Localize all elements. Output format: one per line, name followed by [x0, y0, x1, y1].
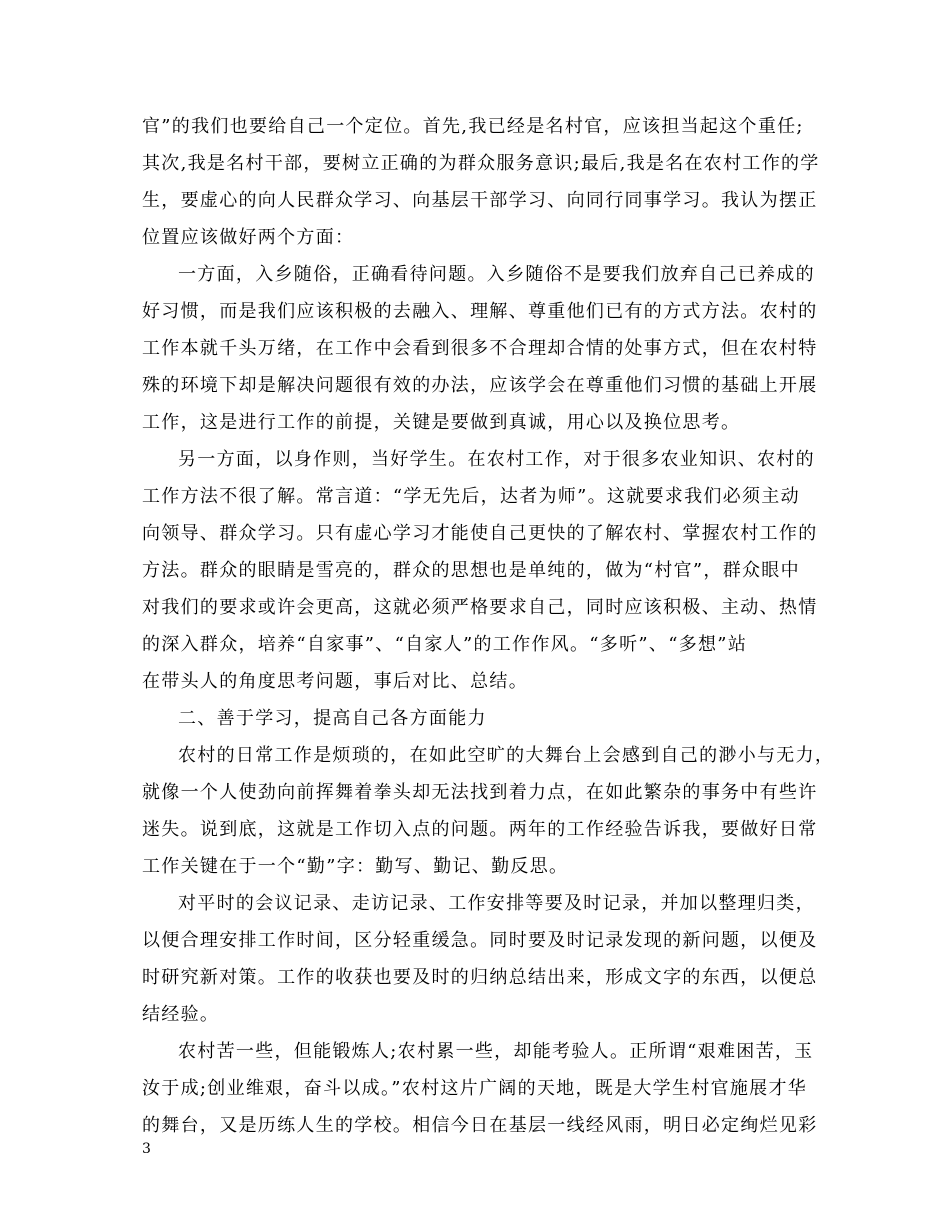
text-line: 对我们的要求或许会更高，这就必须严格要求自己，同时应该积极、主动、热情	[142, 597, 818, 618]
text-line: 在带头人的角度思考问题，事后对比、总结。	[142, 671, 528, 692]
text-line: 官”的我们也要给自己一个定位。首先,我已经是名村官，应该担当起这个重任;	[142, 116, 804, 137]
text-line: 的深入群众，培养“自家事”、“自家人”的工作作风。“多听”、“多想”站	[142, 634, 748, 655]
text-line: 的舞台，又是历练人生的学校。相信今日在基层一线经风雨，明日必定绚烂见彩	[142, 1115, 818, 1136]
text-line: 就像一个人使劲向前挥舞着拳头却无法找到着力点，在如此繁杂的事务中有些许	[142, 782, 818, 803]
page-number: 3	[142, 1141, 151, 1157]
paragraph-first-line: 对平时的会议记录、走访记录、工作安排等要及时记录，并加以整理归类，	[178, 893, 815, 914]
text-line: 汝于成;创业维艰，奋斗以成。”农村这片广阔的天地，既是大学生村官施展才华	[142, 1078, 808, 1099]
text-line: 工作关键在于一个“勤”字：勤写、勤记、勤反思。	[142, 856, 569, 877]
text-line: 向领导、群众学习。只有虚心学习才能使自己更快的了解农村、掌握农村工作的	[142, 523, 818, 544]
paragraph-first-line: 另一方面，以身作则，当好学生。在农村工作，对于很多农业知识、农村的	[178, 449, 815, 470]
text-line: 结经验。	[142, 1004, 220, 1025]
paragraph-first-line: 农村苦一些，但能锻炼人;农村累一些，却能考验人。正所谓“艰难困苦，玉	[178, 1041, 814, 1062]
section-heading: 二、善于学习，提高自己各方面能力	[178, 708, 487, 729]
text-line: 以便合理安排工作时间，区分轻重缓急。同时要及时记录发现的新问题，以便及	[142, 930, 818, 951]
text-line: 好习惯，而是我们应该积极的去融入、理解、尊重他们已有的方式方法。农村的	[142, 301, 818, 322]
text-line: 殊的环境下却是解决问题很有效的办法，应该学会在尊重他们习惯的基础上开展	[142, 375, 818, 396]
text-line: 工作本就千头万绪，在工作中会看到很多不合理却合情的处事方式，但在农村特	[142, 338, 818, 359]
text-line: 迷失。说到底，这就是工作切入点的问题。两年的工作经验告诉我，要做好日常	[142, 819, 818, 840]
text-line: 生，要虚心的向人民群众学习、向基层干部学习、向同行同事学习。我认为摆正	[142, 190, 818, 211]
text-line: 其次,我是名村干部，要树立正确的为群众服务意识;最后,我是名在农村工作的学	[142, 153, 820, 174]
text-line: 工作，这是进行工作的前提，关键是要做到真诚，用心以及换位思考。	[142, 412, 741, 433]
text-line: 时研究新对策。工作的收获也要及时的归纳总结出来，形成文字的东西，以便总	[142, 967, 818, 988]
text-line: 位置应该做好两个方面：	[142, 227, 355, 248]
text-line: 方法。群众的眼睛是雪亮的，群众的思想也是单纯的，做为“村官”，群众眼中	[142, 560, 800, 581]
paragraph-first-line: 一方面，入乡随俗，正确看待问题。入乡随俗不是要我们放弃自己已养成的	[178, 264, 815, 285]
paragraph-first-line: 农村的日常工作是烦琐的，在如此空旷的大舞台上会感到自己的渺小与无力，	[178, 745, 835, 766]
text-line: 工作方法不很了解。常言道：“学无先后，达者为师”。这就要求我们必须主动	[142, 486, 800, 507]
